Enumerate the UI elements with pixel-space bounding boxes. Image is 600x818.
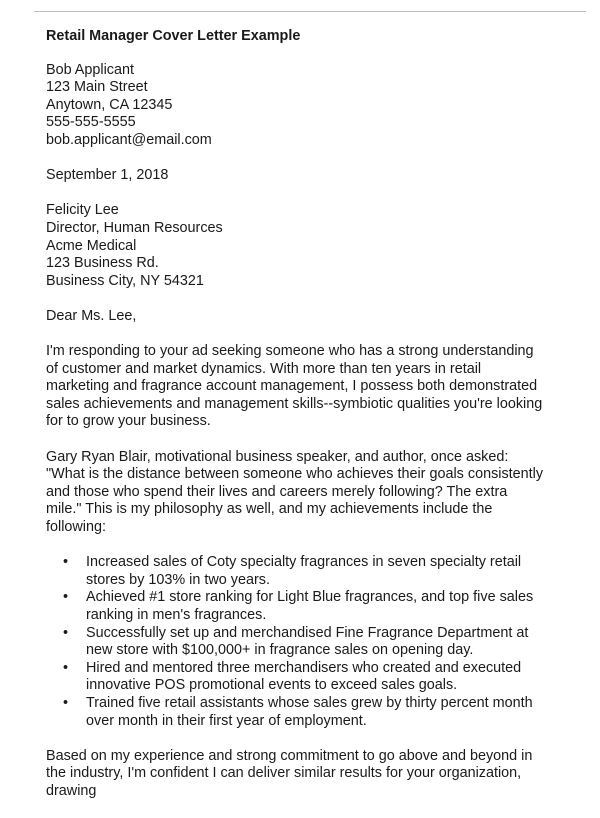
letter-date: September 1, 2018 (46, 167, 169, 184)
achievement-text: Increased sales of Coty specialty fragrances in seven specialty retail stores by 103% in two years. (86, 554, 522, 588)
achievement-text: Successfully set up and merchandised Fine Fragrance Department at new store with $100,000+ in fragrance sales on opening day. (86, 624, 529, 659)
sender-street: 123 Main Street (46, 79, 148, 96)
intro-paragraph: I'm responding to your ad seeking someone who has a strong understanding of customer and market dynamics. With more than ten years in retail marketing and fragrance account management, I possess both demonstrated sales achievements and management skills--symbiotic qualities you're looking for to grow your business. (46, 343, 543, 430)
list-item (46, 660, 558, 695)
list-item (46, 589, 558, 624)
recipient-name: Felicity Lee (46, 202, 119, 219)
bullet-icon: • (63, 589, 69, 606)
recipient-title: Director, Human Resources (46, 219, 223, 236)
document-title: Retail Manager Cover Letter Example (46, 28, 301, 44)
recipient-address-block (46, 202, 586, 290)
bullet-icon: • (63, 554, 69, 571)
sender-name: Bob Applicant (46, 61, 135, 78)
top-divider (34, 11, 586, 12)
recipient-street: 123 Business Rd. (46, 255, 159, 272)
sender-phone: 555-555-5555 (46, 114, 136, 131)
bullet-icon: • (63, 694, 69, 711)
achievement-text: Trained five retail assistants whose sales grew by thirty percent month over month in their first year of employment. (86, 694, 533, 729)
list-item (46, 554, 558, 589)
list-item (46, 695, 558, 730)
sender-address-block (46, 62, 586, 150)
bullet-icon: • (63, 624, 69, 641)
salutation: Dear Ms. Lee, (46, 307, 137, 324)
achievement-text: Hired and mentored three merchandisers who created and executed innovative POS promotional events to exceed sales goals. (86, 659, 522, 694)
cover-letter-page (46, 28, 586, 818)
quote-paragraph: Gary Ryan Blair, motivational business speaker, and author, once asked: "What is the distance between someone who achieves their goals consistently and those who spend their lives and careers merely following? The extra mile." This is my philosophy as well, and my achievements include the following: (46, 448, 544, 536)
recipient-city: Business City, NY 54321 (46, 272, 204, 289)
achievements-list (46, 554, 586, 730)
bullet-icon: • (63, 659, 69, 676)
achievement-text: Achieved #1 store ranking for Light Blue fragrances, and top five sales ranking in men's fragrances. (86, 589, 534, 623)
recipient-company: Acme Medical (46, 237, 137, 254)
closing-paragraph: Based on my experience and strong commitment to go above and beyond in the industry, I'm confident I can deliver similar results for your organization, drawing (46, 747, 533, 799)
sender-email: bob.applicant@email.com (46, 131, 212, 148)
sender-city: Anytown, CA 12345 (46, 96, 173, 113)
list-item (46, 625, 558, 660)
